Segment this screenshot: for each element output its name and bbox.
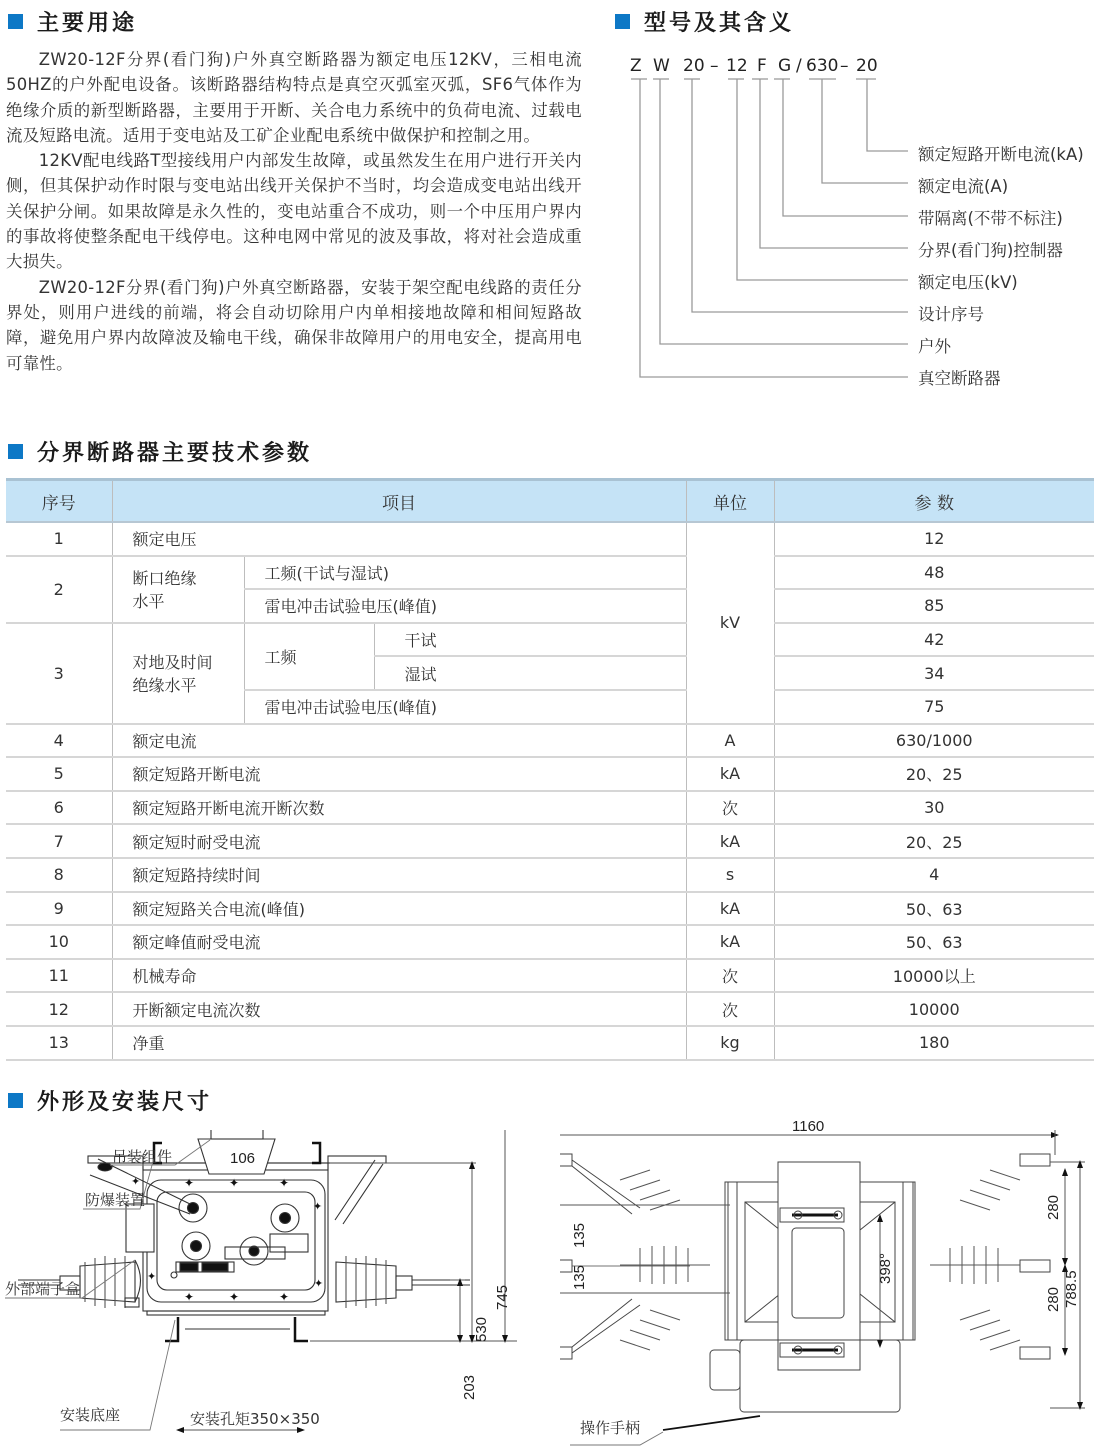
- group-line: 对地及时间: [132, 653, 213, 673]
- cell-value: 75: [774, 690, 1094, 724]
- cell-item: 额定峰值耐受电流: [112, 925, 686, 959]
- section-marker-icon: [8, 1093, 23, 1108]
- svg-text:✦: ✦: [279, 1290, 290, 1304]
- model-meaning: 户外: [918, 337, 951, 356]
- group-line: 水平: [132, 592, 165, 612]
- header-no: 序号: [6, 480, 112, 523]
- cell-value: 12: [774, 522, 1094, 556]
- code-part: W: [653, 56, 670, 76]
- dim-body-height: 530: [473, 1316, 490, 1342]
- cell-group: [112, 556, 244, 623]
- usage-paragraph: 12KV配电线路T型接线用户内部发生故障，或虽然发生在用户进行开关内侧，但其保护动作时限与变电站出线开关保护不当时，均会造成变电站出线开关保护分闸。如果故障是永久性的，变电站重合不成功，则一个中压用户界内的事故将使整条配电干线停电。这种电网中常见的波及事故，将对社会造成重大损失。: [6, 151, 582, 272]
- svg-text:✦: ✦: [313, 1200, 323, 1213]
- group-line: 断口绝缘: [132, 569, 197, 589]
- cell-item: 机械寿命: [112, 959, 686, 993]
- section-title-usage: 主要用途: [8, 6, 137, 37]
- model-meaning: 额定电压(kV): [918, 273, 1018, 292]
- svg-text:✦: ✦: [131, 1175, 141, 1188]
- label-terminal-box: 外部端子盒: [5, 1280, 81, 1298]
- code-part: 630: [806, 56, 839, 76]
- cell-unit: s: [686, 858, 774, 892]
- header-value: 参 数: [774, 480, 1094, 523]
- cell-unit: 次: [686, 791, 774, 825]
- cell-unit: kV: [686, 522, 774, 724]
- code-part: F: [757, 56, 767, 76]
- cell-group: [112, 623, 244, 724]
- table-row: [6, 858, 1094, 892]
- cell-value: 34: [774, 656, 1094, 690]
- cell-item: 净重: [112, 1026, 686, 1060]
- cell-unit: kA: [686, 925, 774, 959]
- svg-text:✦: ✦: [314, 1277, 324, 1290]
- cell-no: 5: [6, 757, 112, 791]
- cell-item: 雷电冲击试验电压(峰值): [244, 589, 686, 623]
- table-header-row: [6, 480, 1094, 523]
- dim-center: 398°: [877, 1252, 894, 1284]
- model-meaning: 分界(看门狗)控制器: [918, 241, 1063, 260]
- svg-text:✦: ✦: [147, 1270, 157, 1283]
- cell-value: 20、25: [774, 757, 1094, 791]
- front-view-drawing: [0, 1130, 550, 1455]
- cell-value: 85: [774, 589, 1094, 623]
- cell-no: 13: [6, 1026, 112, 1060]
- table-row: [6, 623, 1094, 657]
- dim-right-lower: 280: [1045, 1286, 1062, 1312]
- dim-width: 1160: [792, 1118, 825, 1135]
- cell-item: 额定电压: [112, 522, 686, 556]
- cell-value: 42: [774, 623, 1094, 657]
- cell-no: 1: [6, 522, 112, 556]
- dim-depth: 788.5: [1063, 1270, 1080, 1308]
- table-row: [6, 556, 1094, 590]
- cell-value: 4: [774, 858, 1094, 892]
- cell-value: 48: [774, 556, 1094, 590]
- dim-total-height: 745: [494, 1284, 511, 1310]
- cell-item: 雷电冲击试验电压(峰值): [244, 690, 686, 724]
- label-explosion-proof: 防爆装置: [85, 1191, 146, 1209]
- cell-no: 12: [6, 992, 112, 1026]
- cell-unit: kA: [686, 892, 774, 926]
- model-meaning: 额定短路开断电流(kA): [918, 145, 1084, 164]
- cell-no: 11: [6, 959, 112, 993]
- cell-value: 630/1000: [774, 724, 1094, 758]
- dim-top-width: 106: [230, 1150, 256, 1167]
- cell-no: 2: [6, 556, 112, 623]
- usage-paragraph: ZW20-12F分界(看门狗)户外真空断路器为额定电压12KV，三相电流50HZ的户外配电设备。该断路器结构特点是真空灭弧室灭弧，SF6气体作为绝缘介质的新型断路器，主要用于开断、关合电力系统中的负荷电流、过载电流及短路电流。适用于变电站及工矿企业配电系统中做保护和控制之用。: [6, 50, 582, 145]
- cell-item: 开断额定电流次数: [112, 992, 686, 1026]
- svg-text:✦: ✦: [279, 1176, 290, 1190]
- code-part: –: [710, 56, 719, 76]
- svg-text:✦: ✦: [229, 1176, 240, 1190]
- svg-text:✦: ✦: [184, 1176, 195, 1190]
- code-part: 12: [726, 56, 748, 76]
- cell-unit: kA: [686, 757, 774, 791]
- usage-paragraph: ZW20-12F分界(看门狗)户外真空断路器，安装于架空配电线路的责任分界处，则用户进线的前端，将会自动切除用户内单相接地故障和相间短路故障，避免用户界内故障波及输电干线，确保非故障用户的用电安全，提高用电可靠性。: [6, 277, 582, 373]
- cell-item: 额定短时耐受电流: [112, 824, 686, 858]
- top-view-drawing: [560, 1110, 1100, 1455]
- breaker-top-body: [560, 1154, 1050, 1445]
- cell-unit: 次: [686, 992, 774, 1026]
- cell-unit: 次: [686, 959, 774, 993]
- model-meaning: 额定电流(A): [918, 177, 1009, 196]
- dim-left-lower: 135: [571, 1264, 588, 1290]
- header-item: 项目: [112, 480, 686, 523]
- code-part: –: [840, 56, 849, 76]
- code-part: /: [796, 56, 802, 76]
- cell-no: 3: [6, 623, 112, 724]
- cell-item: 工频(干试与湿试): [244, 556, 686, 590]
- model-meaning: 真空断路器: [918, 369, 1001, 388]
- code-part: 20: [683, 56, 705, 76]
- table-row: [6, 959, 1094, 993]
- table-row: [6, 791, 1094, 825]
- cell-item: 额定短路关合电流(峰值): [112, 892, 686, 926]
- table-row: [6, 892, 1094, 926]
- cell-item: 干试: [374, 623, 686, 657]
- cell-item: 额定电流: [112, 724, 686, 758]
- section-title-model: 型号及其含义: [615, 6, 794, 37]
- cell-unit: kg: [686, 1026, 774, 1060]
- label-lifting: 吊装组件: [112, 1148, 173, 1166]
- cell-value: 50、63: [774, 892, 1094, 926]
- section-title-dimensions: 外形及安装尺寸: [8, 1085, 212, 1116]
- label-hole-spacing: 安装孔矩350×350: [190, 1410, 320, 1428]
- cell-value: 50、63: [774, 925, 1094, 959]
- cell-no: 10: [6, 925, 112, 959]
- code-part: G: [778, 56, 792, 76]
- cell-no: 7: [6, 824, 112, 858]
- model-meaning: 设计序号: [918, 305, 984, 324]
- cell-value: 10000以上: [774, 959, 1094, 993]
- cell-no: 9: [6, 892, 112, 926]
- dim-terminal-height: 203: [461, 1374, 478, 1400]
- cell-item: 额定短路开断电流: [112, 757, 686, 791]
- header-unit: 单位: [686, 480, 774, 523]
- cell-item: 额定短路开断电流开断次数: [112, 791, 686, 825]
- svg-text:✦: ✦: [184, 1290, 195, 1304]
- label-handle: 操作手柄: [580, 1419, 641, 1437]
- cell-value: 10000: [774, 992, 1094, 1026]
- dim-left-upper: 135: [571, 1222, 588, 1248]
- spec-table: [6, 478, 1094, 1061]
- cell-item: 额定短路持续时间: [112, 858, 686, 892]
- code-part: 20: [856, 56, 878, 76]
- table-row: [6, 724, 1094, 758]
- cell-unit: kA: [686, 824, 774, 858]
- table-row: [6, 757, 1094, 791]
- cell-no: 8: [6, 858, 112, 892]
- cell-no: 6: [6, 791, 112, 825]
- cell-value: 20、25: [774, 824, 1094, 858]
- cell-value: 30: [774, 791, 1094, 825]
- dim-right-upper: 280: [1045, 1194, 1062, 1220]
- label-base: 安装底座: [60, 1406, 121, 1424]
- table-row: [6, 1026, 1094, 1060]
- table-row: [6, 992, 1094, 1026]
- group-line: 绝缘水平: [132, 676, 197, 696]
- table-row: [6, 522, 1094, 556]
- section-title-params: 分界断路器主要技术参数: [8, 436, 312, 467]
- model-meaning: 带隔离(不带不标注): [918, 209, 1063, 228]
- cell-no: 4: [6, 724, 112, 758]
- cell-unit: A: [686, 724, 774, 758]
- svg-text:✦: ✦: [229, 1290, 240, 1304]
- cell-value: 180: [774, 1026, 1094, 1060]
- code-part: Z: [630, 56, 642, 76]
- section-marker-icon: [8, 444, 23, 459]
- table-row: [6, 824, 1094, 858]
- cell-item: 湿试: [374, 656, 686, 690]
- table-row: [6, 925, 1094, 959]
- cell-subgroup: 工频: [244, 623, 374, 690]
